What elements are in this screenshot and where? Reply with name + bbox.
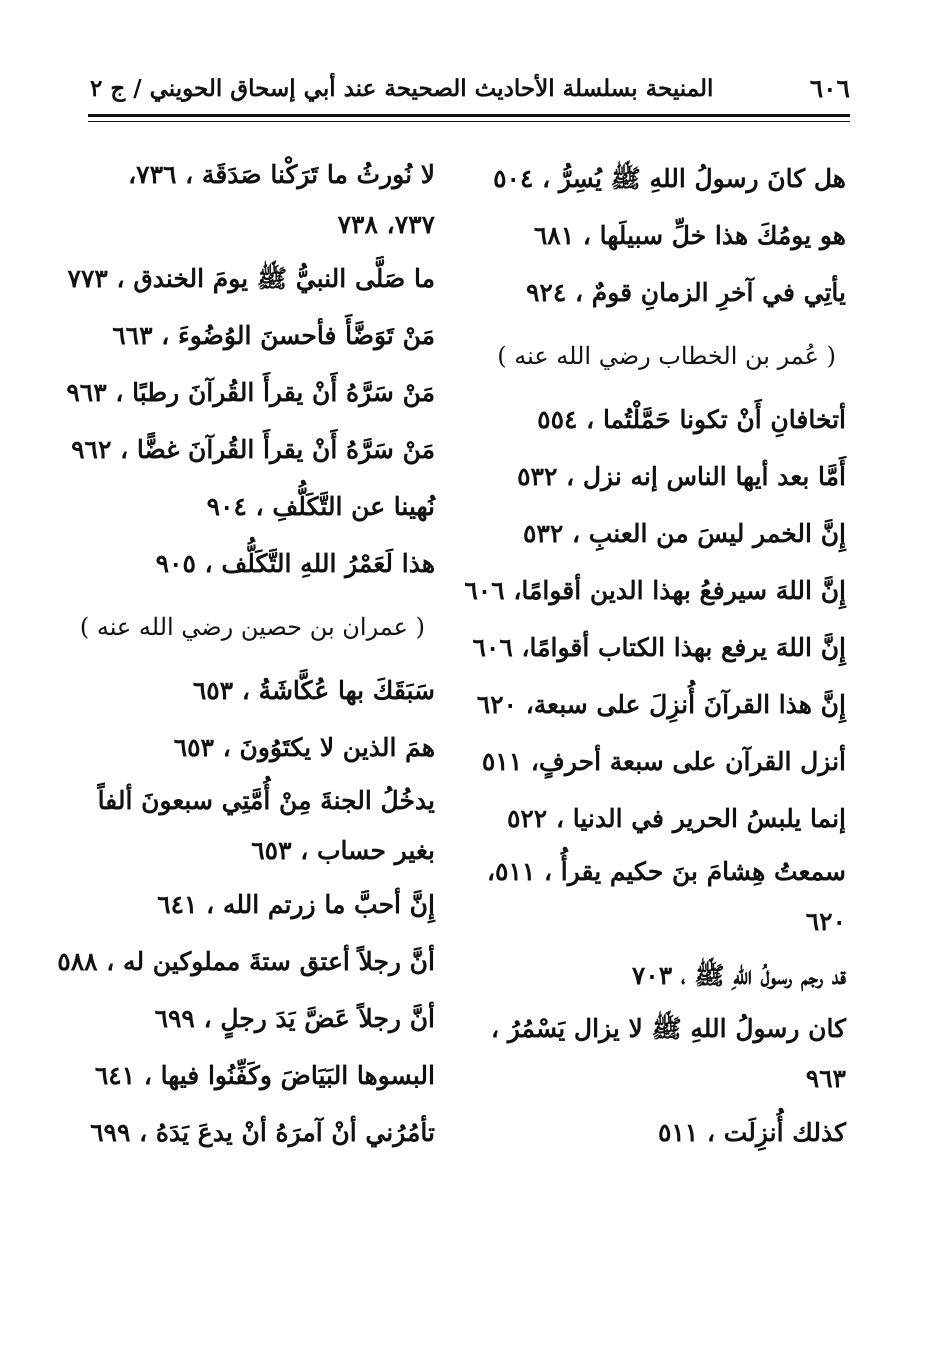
- index-column-left: [57, 150, 435, 1161]
- hadith-entry: كان رسولُ اللهِ ﷺ لا يزال يَسْمُرُ ، ٩٦٣: [490, 1014, 846, 1093]
- hadith-entry: إِنَّ الخمر ليسَ من العنبِ ، ٥٣٢: [522, 519, 846, 548]
- hadith-entry: مَنْ تَوَضَّأَ فأحسنَ الوُضُوءَ ، ٦٦٣: [112, 321, 435, 350]
- hadith-entry: أتخافانِ أَنْ تكونا حَمَّلْتُما ، ٥٥٤: [537, 405, 846, 434]
- hadith-entry: كذلك أُنزِلَت ، ٥١١: [657, 1118, 846, 1147]
- hadith-entry: إِنَّ اللهَ سيرفعُ بهذا الدين أقوامًا، ٦٠٦: [464, 576, 846, 605]
- hadith-entry: نُهينا عن التَّكَلُّفِ ، ٩٠٤: [206, 492, 435, 521]
- hadith-entry: سمعتُ هِشامَ بنَ حكيم يقرأُ ، ٥١١، ٦٢٠: [486, 857, 846, 936]
- hadith-entry: البسوها البَيَاضَ وكَفِّنُوا فيها ، ٦٤١: [94, 1061, 435, 1090]
- header-rule-thick: [88, 114, 850, 117]
- hadith-entry: يأتِي في آخرِ الزمانِ قومٌ ، ٩٢٤: [525, 278, 846, 307]
- hadith-entry: هو يومُكَ هذا خلِّ سبيلَها ، ٦٨١: [533, 221, 846, 250]
- hadith-entry: يدخُلُ الجنةَ مِنْ أُمَّتِي سبعونَ ألفاً بغير حساب ، ٦٥٣: [97, 786, 435, 865]
- header-rule-thin: [88, 121, 850, 122]
- narrator-heading: ( عُمر بن الخطاب رضي الله عنه ): [497, 342, 836, 370]
- hadith-entry: أنَّ رجلاً أعتق ستةَ مملوكين له ، ٥٨٨: [57, 947, 435, 976]
- hadith-entry: تأمُرُني أنْ آمرَهُ أنْ يدعَ يَدَهُ ، ٦٩٩: [90, 1118, 435, 1147]
- hadith-entry: أَمَّا بعد أيها الناس إنه نزل ، ٥٣٢: [517, 462, 846, 491]
- running-title: المنيحة بسلسلة الأحاديث الصحيحة عند أبي إسحاق الحويني / ج ٢: [90, 74, 714, 102]
- hadith-entry: لا نُورثُ ما تَرَكْنا صَدَقَة ، ٧٣٦، ٧٣٧، ٧٣٨: [128, 160, 435, 239]
- hadith-entry: ما صَلَّى النبيُّ ﷺ يومَ الخندق ، ٧٧٣: [67, 264, 435, 293]
- index-column-right: [466, 150, 846, 1161]
- hadith-entry: إِنَّ اللهَ يرفع بهذا الكتاب أقوامًا، ٦٠٦: [472, 633, 846, 662]
- narrator-heading: ( عمران بن حصين رضي الله عنه ): [79, 613, 425, 641]
- hadith-entry: أنزل القرآن على سبعة أحرفٍ، ٥١١: [481, 747, 846, 776]
- hadith-entry: إنما يلبسُ الحرير في الدنيا ، ٥٢٢: [506, 804, 846, 833]
- page-header: [90, 62, 850, 114]
- hadith-entry: إِنَّ أحبَّ ما زرتم الله ، ٦٤١: [157, 890, 435, 919]
- hadith-entry: أنَّ رجلاً عَضَّ يَدَ رجلٍ ، ٦٩٩: [154, 1004, 435, 1033]
- hadith-entry: إِنَّ هذا القرآنَ أُنزِلَ على سبعة، ٦٢٠: [476, 690, 846, 719]
- hadith-entry: هل كانَ رسولُ اللهِ ﷺ يُسِرُّ ، ٥٠٤: [493, 164, 846, 193]
- page-number: ٦٠٦: [809, 73, 850, 103]
- hadith-entry: مَنْ سَرَّهُ أَنْ يقرأَ القُرآنَ غضًّا ، ٩٦٢: [71, 435, 435, 464]
- hadith-entry: هذا لَعَمْرُ اللهِ التَّكَلُّف ، ٩٠٥: [155, 549, 435, 578]
- hadith-entry: مَنْ سَرَّهُ أَنْ يقرأَ القُرآنَ رطبًا ، ٩٦٣: [66, 378, 435, 407]
- hadith-entry: قد رجم رسولُ اللهِ ﷺ ، ٧٠٣: [631, 961, 846, 990]
- hadith-entry: همَ الذين لا يكتَوُونَ ، ٦٥٣: [173, 733, 435, 762]
- hadith-entry: سَبَقَكَ بها عُكَّاشَةُ ، ٦٥٣: [192, 676, 435, 705]
